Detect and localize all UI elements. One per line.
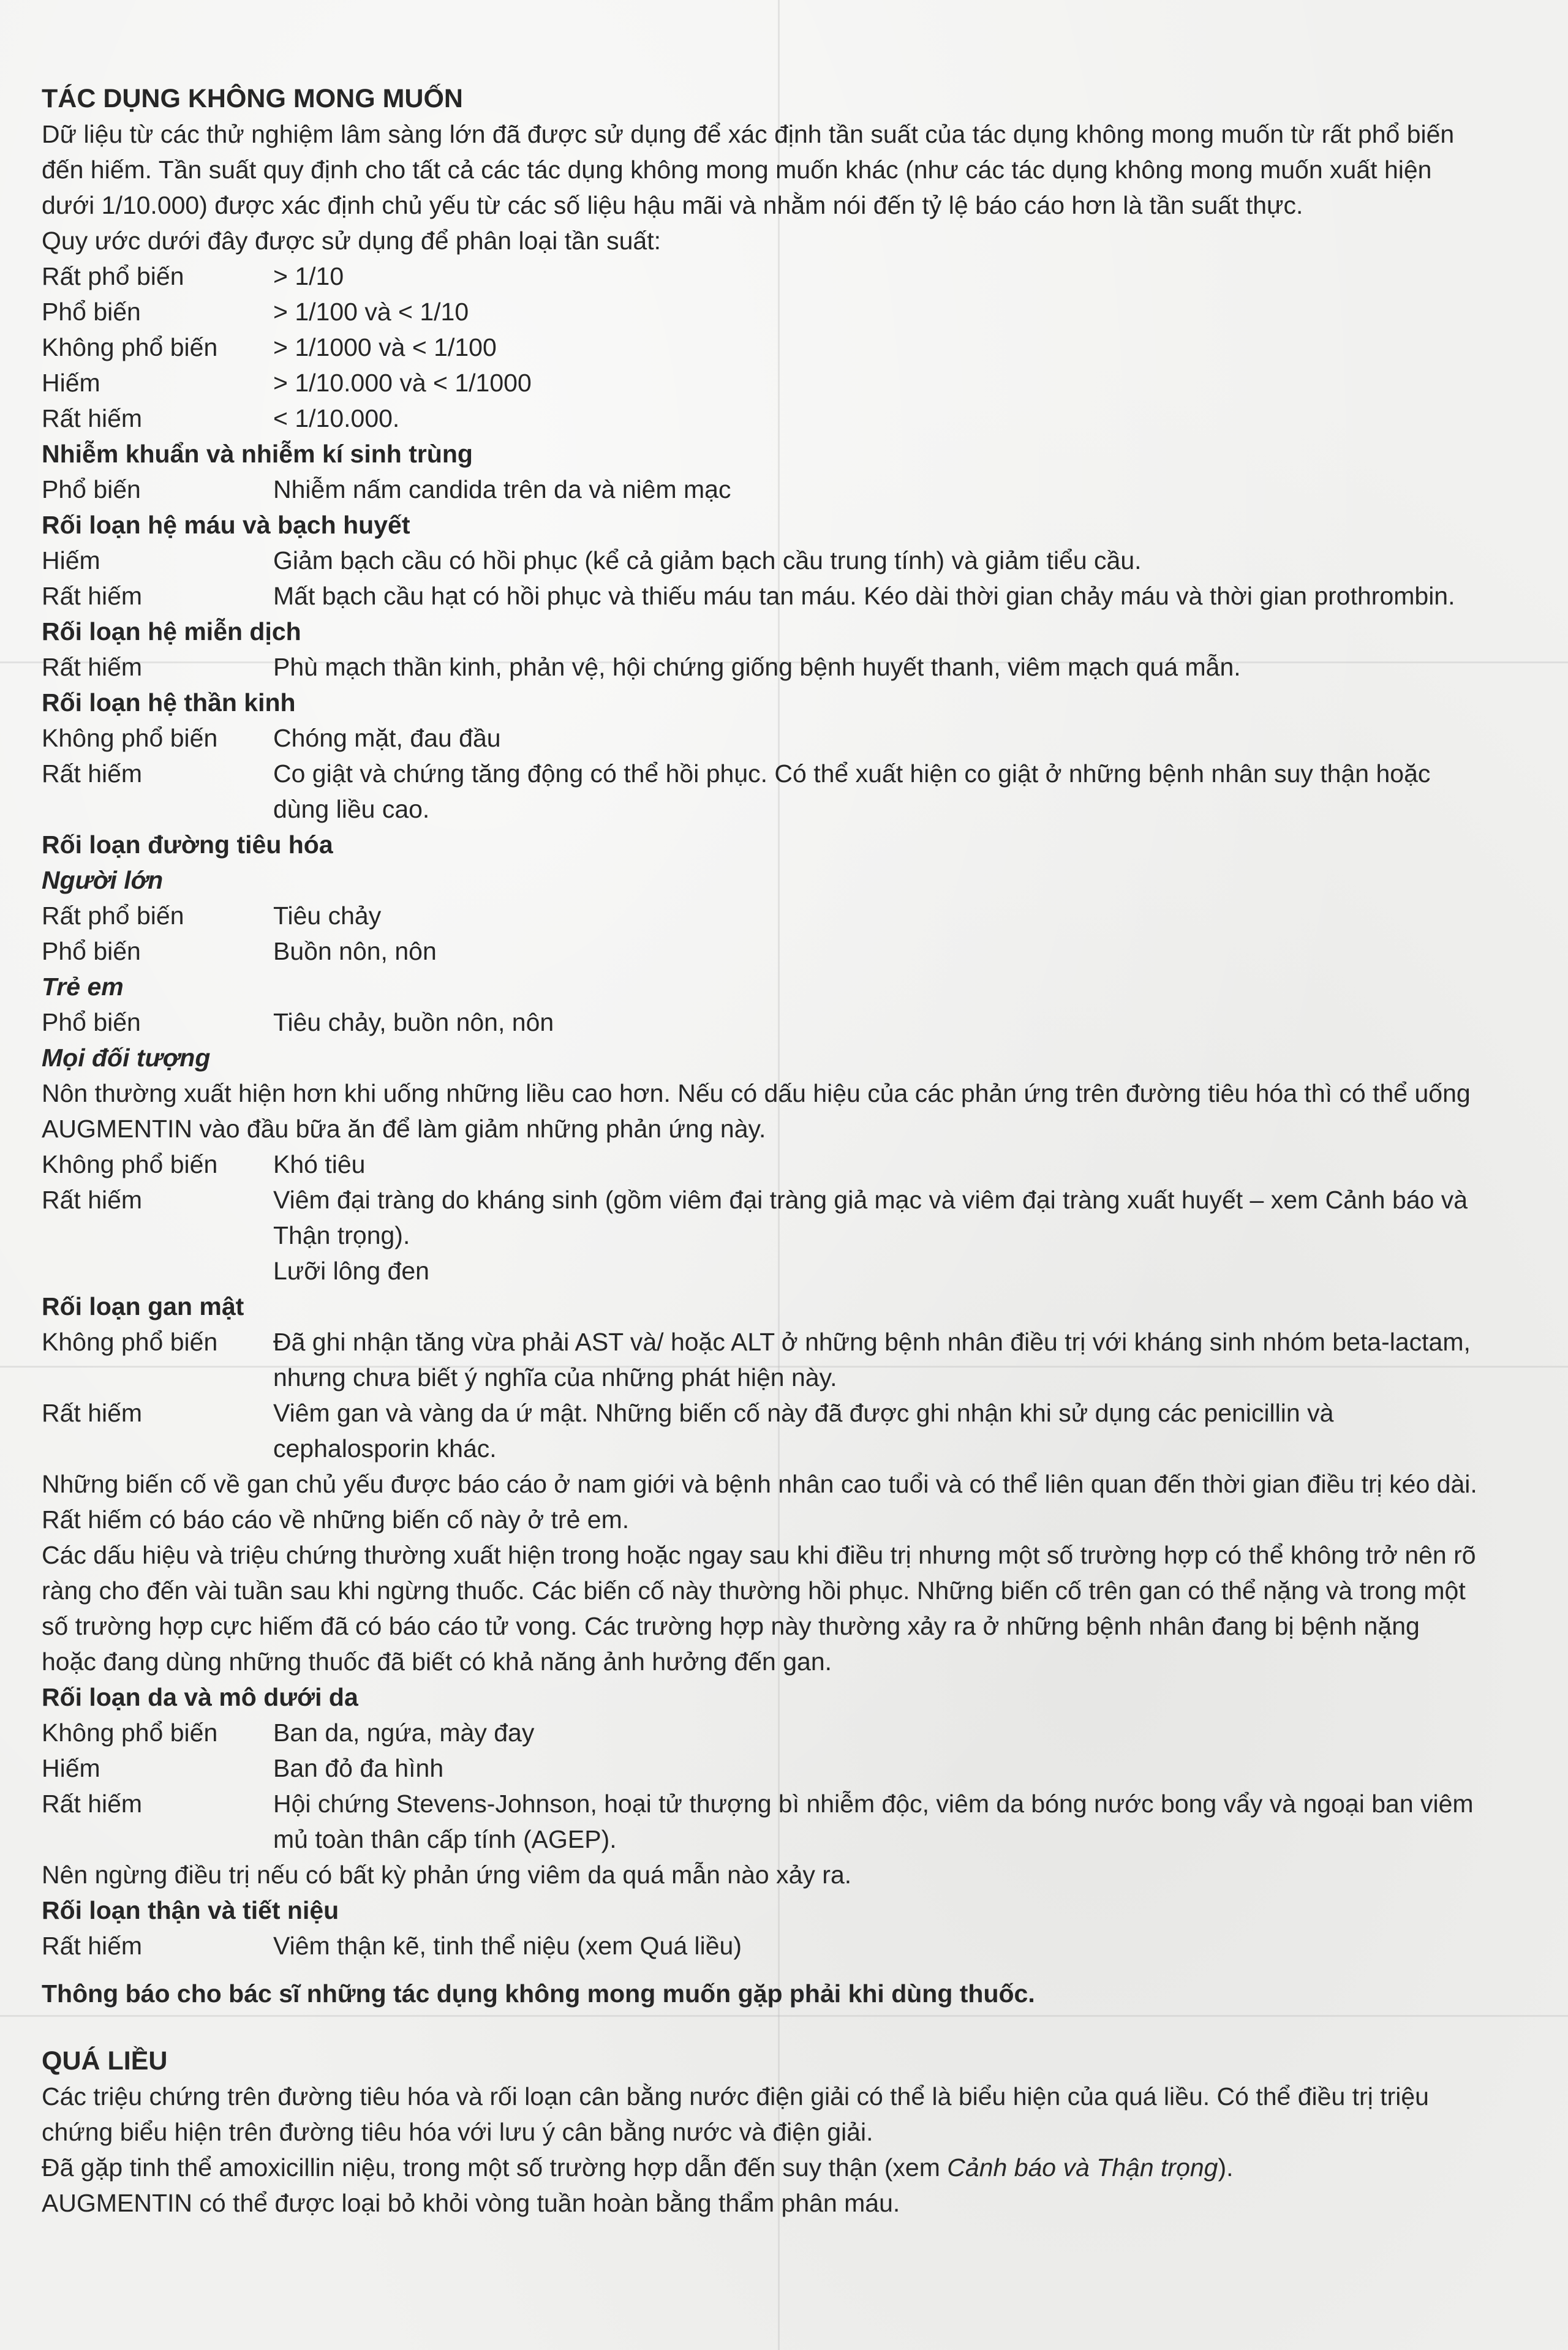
overdose-title: QUÁ LIỀU [42,2046,168,2076]
effect-row [42,543,1481,578]
effect-description: Khó tiêu [273,1150,366,1178]
frequency-term: Rất hiếm [42,653,143,681]
frequency-term: Rất hiếm [42,582,143,610]
effect-row [42,1004,1481,1040]
section-heading-nervous: Rối loạn hệ thần kinh [42,688,296,717]
convention-row [42,258,1481,294]
convention-row [42,294,1481,330]
effect-description: Nhiễm nấm candida trên da và niêm mạc [273,475,731,503]
doctor-notice: Thông báo cho bác sĩ những tác dụng không mong muốn gặp phải khi dùng thuốc. [42,1979,1035,2008]
frequency-term: Hiếm [42,546,100,574]
convention-term: Rất phổ biến [42,262,184,290]
effect-row [42,1786,1481,1857]
section-heading-immune: Rối loạn hệ miễn dịch [42,617,301,646]
subheading-all-subjects: Mọi đối tượng [42,1044,211,1072]
frequency-term: Rất hiếm [42,1932,143,1960]
liver-note-1: Những biến cố về gan chủ yếu được báo cáo ở nam giới và bệnh nhân cao tuổi và có thể liên quan đến thời gian điều trị kéo dài. Rất hiếm có báo cáo về những biến cố này ở trẻ em. [42,1470,1477,1534]
section-heading-kidney: Rối loạn thận và tiết niệu [42,1896,339,1924]
convention-term: Phổ biến [42,298,141,326]
effect-row [42,1395,1481,1466]
overdose-paragraph-2-text: Đã gặp tinh thể amoxicillin niệu, trong một số trường hợp dẫn đến suy thận (xem [42,2153,948,2182]
document-body [42,81,1481,2221]
effect-description-extra: Lưỡi lông đen [273,1257,429,1285]
effect-row [42,1750,1481,1786]
effect-row [42,933,1481,969]
section-heading-skin: Rối loạn da và mô dưới da [42,1683,358,1711]
frequency-term: Rất hiếm [42,1186,143,1214]
frequency-term: Không phổ biến [42,1328,218,1356]
effect-description: Giảm bạch cầu có hồi phục (kể cả giảm bạch cầu trung tính) và giảm tiểu cầu. [273,546,1142,574]
section-heading-infection: Nhiễm khuẩn và nhiễm kí sinh trùng [42,440,473,468]
convention-value: < 1/10.000. [273,404,400,432]
effect-description: Hội chứng Stevens-Johnson, hoại tử thượng bì nhiễm độc, viêm da bóng nước bong vẩy và ngoại ban viêm mủ toàn thân cấp tính (AGEP). [273,1790,1474,1853]
effect-description: Ban da, ngứa, mày đay [273,1719,535,1747]
effect-description: Viêm thận kẽ, tinh thể niệu (xem Quá liều) [273,1932,742,1960]
side-effects-title: TÁC DỤNG KHÔNG MONG MUỐN [42,84,463,113]
section-heading-blood: Rối loạn hệ máu và bạch huyết [42,511,410,539]
section-heading-gi: Rối loạn đường tiêu hóa [42,830,333,859]
frequency-term: Không phổ biến [42,724,218,752]
convention-value: > 1/10 [273,262,344,290]
frequency-conventions [42,258,1481,436]
frequency-term: Phổ biến [42,1008,141,1036]
effect-row [42,1324,1481,1395]
convention-value: > 1/1000 và < 1/100 [273,333,497,361]
effect-description: Mất bạch cầu hạt có hồi phục và thiếu máu tan máu. Kéo dài thời gian chảy máu và thời gian prothrombin. [273,582,1455,610]
effect-row [42,578,1481,614]
effect-row [42,1182,1481,1253]
frequency-term: Phổ biến [42,475,141,503]
frequency-term: Phổ biến [42,937,141,965]
effect-row [42,720,1481,756]
effect-description: Viêm gan và vàng da ứ mật. Những biến cố này đã được ghi nhận khi sử dụng các penicillin và cephalosporin khác. [273,1399,1334,1463]
overdose-paragraph-3: AUGMENTIN có thể được loại bỏ khỏi vòng tuần hoàn bằng thẩm phân máu. [42,2189,900,2217]
frequency-term: Rất phổ biến [42,902,184,930]
effect-description: Đã ghi nhận tăng vừa phải AST và/ hoặc ALT ở những bệnh nhân điều trị với kháng sinh nhóm beta-lactam, nhưng chưa biết ý nghĩa của những phát hiện này. [273,1328,1471,1392]
convention-term: Hiếm [42,369,100,397]
section-heading-liver: Rối loạn gan mật [42,1292,244,1320]
frequency-term: Rất hiếm [42,1399,143,1427]
convention-row [42,401,1481,436]
effect-description: Viêm đại tràng do kháng sinh (gồm viêm đại tràng giả mạc và viêm đại tràng xuất huyết – xem Cảnh báo và Thận trọng). [273,1186,1468,1249]
overdose-paragraph-1: Các triệu chứng trên đường tiêu hóa và rối loạn cân bằng nước điện giải có thể là biểu hiện của quá liều. Có thể điều trị triệu chứng biểu hiện trên đường tiêu hóa với lưu ý cân bằng nước và điện giải. [42,2082,1429,2146]
frequency-term: Không phổ biến [42,1719,218,1747]
convention-row [42,330,1481,365]
effect-row [42,898,1481,933]
effect-description: Phù mạch thần kinh, phản vệ, hội chứng giống bệnh huyết thanh, viêm mạch quá mẫn. [273,653,1241,681]
effect-description: Buồn nôn, nôn [273,937,437,965]
gi-all-subjects-text: Nôn thường xuất hiện hơn khi uống những liều cao hơn. Nếu có dấu hiệu của các phản ứng trên đường tiêu hóa thì có thể uống AUGMENTIN vào đầu bữa ăn để làm giảm những phản ứng này. [42,1079,1471,1143]
cross-reference: Cảnh báo và Thận trọng [947,2153,1218,2182]
effect-row [42,756,1481,827]
frequency-term: Hiếm [42,1754,100,1782]
effect-description: Chóng mặt, đau đầu [273,724,501,752]
effect-description: Co giật và chứng tăng động có thể hồi phục. Có thể xuất hiện co giật ở những bệnh nhân suy thận hoặc dùng liều cao. [273,759,1431,823]
frequency-term: Rất hiếm [42,1790,143,1818]
convention-value: > 1/100 và < 1/10 [273,298,469,326]
effect-row [42,649,1481,685]
convention-term: Rất hiếm [42,404,143,432]
overdose-paragraph-2-end: ). [1218,2153,1234,2182]
convention-value: > 1/10.000 và < 1/1000 [273,369,532,397]
overdose-paragraph-2 [42,2150,1481,2185]
convention-row [42,365,1481,401]
frequency-term: Rất hiếm [42,759,143,788]
spacer [42,2011,1481,2043]
effect-description: Tiêu chảy, buồn nôn, nôn [273,1008,554,1036]
effect-description: Tiêu chảy [273,902,382,930]
effect-row [42,1715,1481,1750]
liver-note-2: Các dấu hiệu và triệu chứng thường xuất hiện trong hoặc ngay sau khi điều trị nhưng một số trường hợp có thể không trở nên rõ ràng cho đến vài tuần sau khi ngừng thuốc. Các biến cố này thường hồi phục. Những biến cố trên gan có thể nặng và trong một số trường hợp cực hiếm đã có báo cáo tử vong. Các trường hợp này thường xảy ra ở những bệnh nhân đang bị bệnh nặng hoặc đang dùng những thuốc đã biết có khả năng ảnh hưởng đến gan. [42,1541,1476,1676]
effect-description: Ban đỏ đa hình [273,1754,444,1782]
effect-row [42,472,1481,507]
frequency-convention-intro: Quy ước dưới đây được sử dụng để phân loại tần suất: [42,227,661,255]
effect-row [42,1928,1481,1964]
spacer [42,1964,1481,1976]
skin-note: Nên ngừng điều trị nếu có bất kỳ phản ứng viêm da quá mẫn nào xảy ra. [42,1861,852,1889]
side-effects-intro: Dữ liệu từ các thử nghiệm lâm sàng lớn đã được sử dụng để xác định tần suất của tác dụng không mong muốn từ rất phổ biến đến hiếm. Tần suất quy định cho tất cả các tác dụng không mong muốn khác (như các tác dụng không mong muốn xuất hiện dưới 1/10.000) được xác định chủ yếu từ các số liệu hậu mãi và nhằm nói đến tỷ lệ báo cáo hơn là tần suất thực. [42,120,1455,219]
frequency-term: Không phổ biến [42,1150,218,1178]
effect-row [42,1147,1481,1182]
subheading-children: Trẻ em [42,973,124,1001]
convention-term: Không phổ biến [42,333,218,361]
subheading-adults: Người lớn [42,866,164,894]
